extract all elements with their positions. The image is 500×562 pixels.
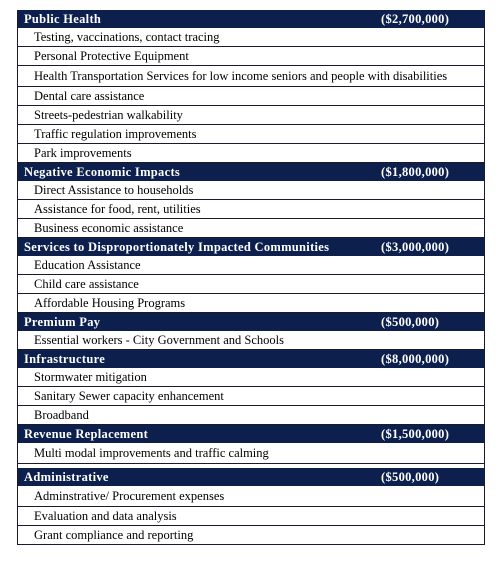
section-header <box>18 163 484 181</box>
line-item-label: Traffic regulation improvements <box>34 127 197 141</box>
section-header <box>18 425 484 443</box>
budget-allocation-table <box>17 10 485 545</box>
line-item <box>18 294 484 313</box>
line-item-label: Streets-pedestrian walkability <box>34 108 183 122</box>
line-item <box>18 387 484 406</box>
line-item <box>18 200 484 219</box>
line-item <box>18 368 484 387</box>
line-item <box>18 219 484 238</box>
line-item-label: Direct Assistance to households <box>34 183 194 197</box>
line-item <box>18 275 484 294</box>
section-title: Negative Economic Impacts <box>24 165 181 179</box>
line-item-label: Education Assistance <box>34 258 141 272</box>
section-amount: ($1,500,000) <box>381 427 450 441</box>
line-item-label: Broadband <box>34 408 89 422</box>
section-header <box>18 238 484 256</box>
line-item-label: Testing, vaccinations, contact tracing <box>34 30 220 44</box>
section-public-health <box>18 10 484 163</box>
line-item <box>18 526 484 544</box>
section-title: Public Health <box>24 12 102 26</box>
line-item <box>18 66 484 87</box>
line-item <box>18 106 484 125</box>
section-header <box>18 313 484 331</box>
section-administrative <box>18 468 484 544</box>
line-item <box>18 28 484 47</box>
section-amount: ($2,700,000) <box>381 12 450 26</box>
line-item-label: Grant compliance and reporting <box>34 528 194 542</box>
line-item-label: Park improvements <box>34 146 132 160</box>
line-item <box>18 406 484 425</box>
line-item-label: Dental care assistance <box>34 89 145 103</box>
section-amount: ($1,800,000) <box>381 165 450 179</box>
section-header <box>18 10 484 28</box>
line-item <box>18 443 484 464</box>
section-title: Administrative <box>24 470 109 484</box>
line-item-label: Business economic assistance <box>34 221 184 235</box>
line-item <box>18 486 484 507</box>
section-negative-economic-impacts <box>18 163 484 238</box>
section-amount: ($500,000) <box>381 470 440 484</box>
line-item <box>18 144 484 163</box>
line-item <box>18 256 484 275</box>
line-item-label: Evaluation and data analysis <box>34 509 177 523</box>
line-item-label: Multi modal improvements and traffic calming <box>34 446 269 460</box>
line-item-label: Sanitary Sewer capacity enhancement <box>34 389 224 403</box>
section-title: Revenue Replacement <box>24 427 149 441</box>
line-item-label: Adminstrative/ Procurement expenses <box>34 489 225 503</box>
section-header <box>18 350 484 368</box>
line-item <box>18 181 484 200</box>
section-premium-pay <box>18 313 484 350</box>
line-item <box>18 125 484 144</box>
section-header <box>18 468 484 486</box>
section-infrastructure <box>18 350 484 425</box>
line-item-label: Health Transportation Services for low income seniors and people with disabilities <box>34 69 448 83</box>
section-title: Premium Pay <box>24 315 101 329</box>
line-item-label: Assistance for food, rent, utilities <box>34 202 201 216</box>
line-item <box>18 87 484 106</box>
section-title: Services to Disproportionately Impacted Communities <box>24 240 330 254</box>
line-item-label: Affordable Housing Programs <box>34 296 186 310</box>
section-services-impacted-communities <box>18 238 484 313</box>
section-revenue-replacement <box>18 425 484 468</box>
line-item-label: Personal Protective Equipment <box>34 49 189 63</box>
line-item <box>18 47 484 66</box>
line-item <box>18 331 484 350</box>
section-amount: ($3,000,000) <box>381 240 450 254</box>
line-item-label: Essential workers - City Government and Schools <box>34 333 284 347</box>
section-amount: ($500,000) <box>381 315 440 329</box>
line-item-label: Stormwater mitigation <box>34 370 147 384</box>
line-item <box>18 507 484 526</box>
line-item-label: Child care assistance <box>34 277 139 291</box>
section-amount: ($8,000,000) <box>381 352 450 366</box>
section-title: Infrastructure <box>24 352 106 366</box>
